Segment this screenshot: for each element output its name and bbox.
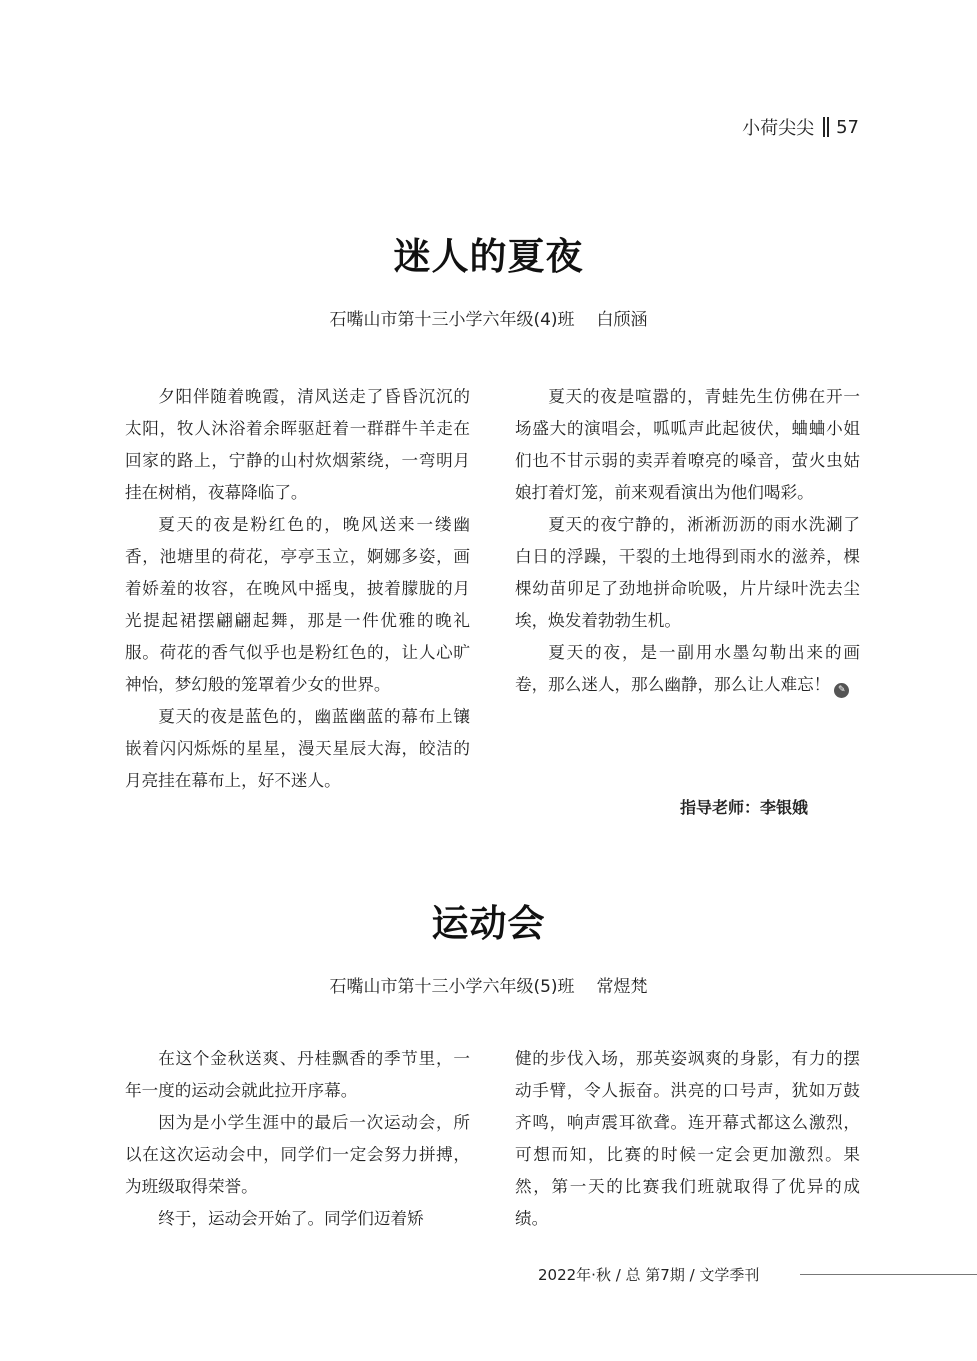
footer-rule (800, 1274, 977, 1275)
header-separator (823, 117, 829, 137)
article2-title: 运动会 (431, 902, 546, 945)
paragraph: 夏天的夜宁静的，淅淅沥沥的雨水洗涮了白日的浮躁，干裂的土地得到雨水的滋养，棵棵幼苗卯足了劲地拼命吮吸，片片绿叶洗去尘埃，焕发着勃勃生机。 (515, 515, 860, 630)
section-name: 小荷尖尖 (742, 118, 815, 139)
article1-left-column (125, 381, 470, 797)
footer-issue-info: 2022年·秋 / 总 第7期 / 文学季刊 (538, 1266, 760, 1284)
article2-left-column (125, 1043, 470, 1235)
article2-right-column (515, 1043, 860, 1235)
paragraph: 夕阳伴随着晚霞，清风送走了昏昏沉沉的太阳，牧人沐浴着余晖驱赶着一群群牛羊走在回家的路上，宁静的山村炊烟萦绕，一弯明月挂在树梢，夜幕降临了。 (125, 387, 470, 502)
article2-byline (0, 972, 977, 997)
article1-right-column (515, 381, 860, 701)
end-of-article-icon: ✎ (834, 683, 849, 698)
paragraph: 健的步伐入场，那英姿飒爽的身影，有力的摆动手臂，令人振奋。洪亮的口号声，犹如万鼓齐鸣，响声震耳欲聋。连开幕式都这么激烈，可想而知，比赛的时候一定会更加激烈。果然，第一天的比赛我们班就取得了优异的成绩。 (515, 1049, 860, 1228)
page-number: 57 (836, 116, 859, 138)
paragraph-text: 夏天的夜，是一副用水墨勾勒出来的画卷，那么迷人，那么幽静，那么让人难忘！ (515, 643, 860, 694)
paragraph: 夏天的夜是喧嚣的，青蛙先生仿佛在开一场盛大的演唱会，呱呱声此起彼伏，蛐蛐小姐们也不甘示弱的卖弄着嘹亮的嗓音，萤火虫姑娘打着灯笼，前来观看演出为他们喝彩。 (515, 387, 860, 502)
running-header (742, 114, 859, 140)
paragraph: 终于，运动会开始了。同学们迈着矫 (158, 1209, 424, 1228)
article1-school: 石嘴山市第十三小学六年级(4)班 (329, 310, 575, 330)
article1-byline (0, 305, 977, 330)
article2-author: 常煜梵 (596, 977, 648, 997)
article1-author: 白颀涵 (596, 310, 648, 330)
paragraph: 夏天的夜是粉红色的，晚风送来一缕幽香，池塘里的荷花，亭亭玉立，婀娜多姿，画着娇羞的妆容，在晚风中摇曳，披着朦胧的月光提起裙摆翩翩起舞，那是一件优雅的晚礼服。荷花的香气似乎也是粉红色的，让人心旷神怡，梦幻般的笼罩着少女的世界。 (125, 515, 470, 694)
article1-title: 迷人的夏夜 (393, 235, 584, 278)
paragraph: 夏天的夜是蓝色的，幽蓝幽蓝的幕布上镶嵌着闪闪烁烁的星星，漫天星辰大海，皎洁的月亮挂在幕布上，好不迷人。 (125, 707, 470, 790)
article2-school: 石嘴山市第十三小学六年级(5)班 (329, 977, 575, 997)
paragraph: 在这个金秋送爽、丹桂飘香的季节里，一年一度的运动会就此拉开序幕。 (125, 1049, 470, 1100)
paragraph: 因为是小学生涯中的最后一次运动会，所以在这次运动会中，同学们一定会努力拼搏，为班级取得荣誉。 (125, 1113, 470, 1196)
advisor-credit: 指导老师：李银娥 (680, 798, 809, 817)
paragraph-last (515, 637, 860, 701)
